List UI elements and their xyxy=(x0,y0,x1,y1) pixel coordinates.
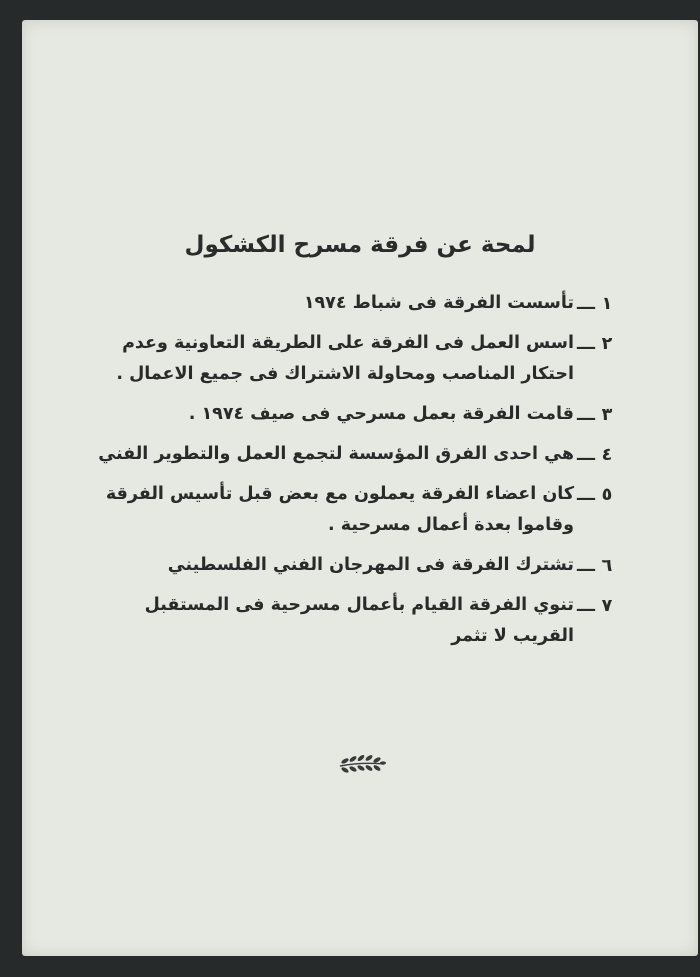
item-number: ٥ xyxy=(601,485,613,505)
item-number: ٧ xyxy=(601,596,613,616)
item-number: ٣ xyxy=(601,405,613,425)
list-item xyxy=(96,556,616,581)
numbered-list xyxy=(96,294,616,667)
list-item xyxy=(96,596,616,652)
item-text: قامت الفرقة بعمل مسرحي فى صيف ١٩٧٤ . xyxy=(188,404,574,424)
document-page xyxy=(22,20,698,956)
item-number: ١ xyxy=(601,294,613,314)
item-number: ٦ xyxy=(601,556,613,576)
item-text: كان اعضاء الفرقة يعملون مع بعض قبل تأسيس الفرقة وقاموا بعدة أعمال مسرحية . xyxy=(105,484,574,535)
item-number: ٢ xyxy=(601,334,613,354)
item-separator: ـــ xyxy=(577,556,595,576)
list-item xyxy=(96,405,616,430)
olive-branch-icon xyxy=(337,752,387,776)
item-separator: ـــ xyxy=(577,405,595,425)
item-separator: ـــ xyxy=(577,445,595,465)
list-item xyxy=(96,445,616,470)
list-item xyxy=(96,485,616,541)
list-item xyxy=(96,294,616,319)
item-text: تنوي الفرقة القيام بأعمال مسرحية فى المستقبل القريب لا تثمر xyxy=(144,595,574,646)
page-title: لمحة عن فرقة مسرح الكشكول xyxy=(184,232,536,258)
item-separator: ـــ xyxy=(577,485,595,505)
item-text: هي احدى الفرق المؤسسة لتجمع العمل والتطوير الفني xyxy=(98,444,574,464)
item-text: تأسست الفرقة فى شباط ١٩٧٤ xyxy=(303,293,574,313)
list-item xyxy=(96,334,616,390)
item-text: اسس العمل فى الفرقة على الطريقة التعاونية وعدم احتكار المناصب ومحاولة الاشتراك فى جميع الاعمال . xyxy=(116,333,574,384)
item-separator: ـــ xyxy=(577,596,595,616)
item-separator: ـــ xyxy=(577,294,595,314)
item-text: تشترك الفرقة فى المهرجان الفني الفلسطيني xyxy=(167,555,574,575)
item-number: ٤ xyxy=(601,445,613,465)
item-separator: ـــ xyxy=(577,334,595,354)
